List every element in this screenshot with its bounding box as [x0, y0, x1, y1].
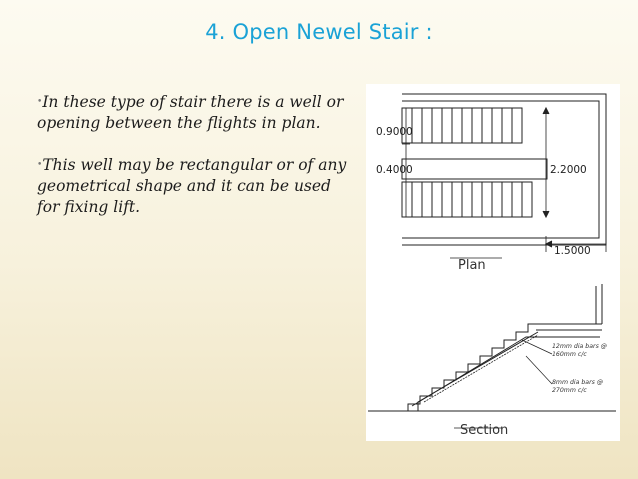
dim-landing-length: 1.5000	[554, 245, 591, 257]
note-bottom-line2: 270mm c/c	[552, 387, 587, 394]
plan-upper-treads	[412, 108, 512, 143]
bullet-text: In these type of stair there is a well or opening between the flights in plan.	[37, 93, 344, 132]
note-top-line2: 160mm c/c	[552, 351, 587, 358]
plan-label: Plan	[458, 258, 486, 273]
bullet-item	[37, 92, 357, 134]
plan-view	[402, 94, 606, 258]
bullet-item	[37, 155, 357, 218]
bullet-list	[37, 92, 357, 239]
plan-lower-treads	[412, 182, 522, 217]
note-top-line1: 12mm dia bars @	[552, 343, 607, 350]
bullet-text: This well may be rectangular or of any geometrical shape and it can be used for fixing lift.	[37, 156, 347, 216]
stair-drawing	[366, 84, 620, 441]
dim-flight-width: 0.9000	[376, 126, 413, 138]
bullet-dot-icon: •	[37, 160, 43, 170]
bullet-dot-icon: •	[37, 97, 43, 107]
section-label: Section	[460, 423, 509, 438]
dim-total-width: 2.2000	[550, 164, 587, 176]
slide-title: 4. Open Newel Stair :	[205, 20, 433, 44]
note-bottom-line1: 8mm dia bars @	[552, 379, 604, 386]
dim-well-width: 0.4000	[376, 164, 413, 176]
